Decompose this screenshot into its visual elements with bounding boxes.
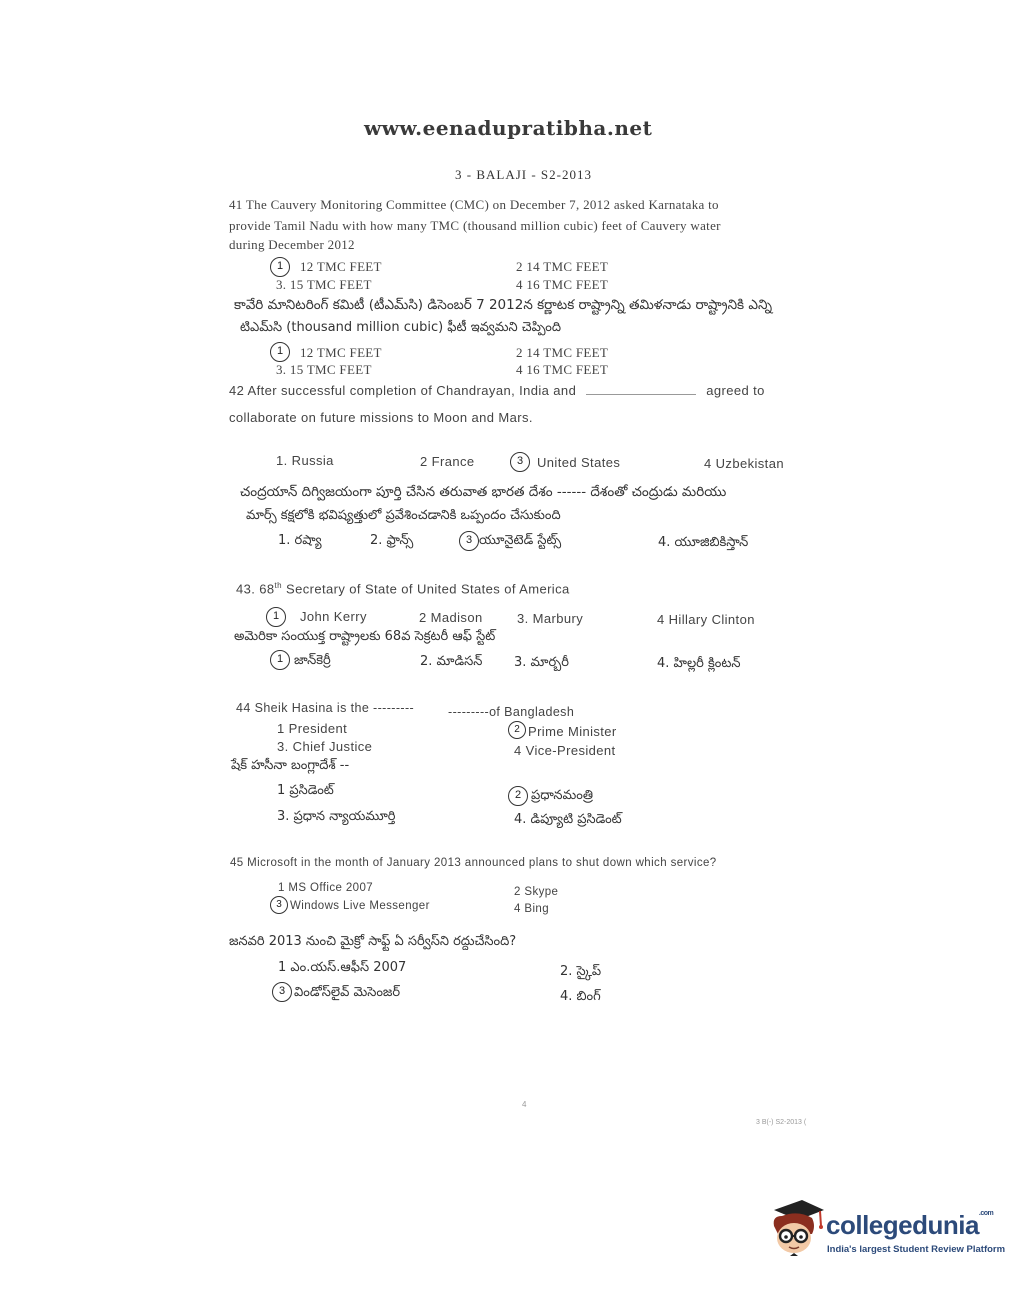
q41-telugu-option-3: 3. 15 TMC FEET <box>276 362 372 377</box>
q41-telugu-line-2: టిఎమ్‌సి (thousand million cubic) ఫీటీ ఇవ్వమని చెప్పింది <box>240 320 562 335</box>
q41-option-1: 12 TMC FEET <box>300 259 382 274</box>
logo-tagline: India's largest Student Review Platform <box>827 1244 1006 1255</box>
q43-answer-circle: 1 <box>266 607 286 627</box>
q41-telugu-option-1: 12 TMC FEET <box>300 345 382 360</box>
website-url: www.eenadupratibha.net <box>364 116 653 140</box>
q45-option-2: 2 Skype <box>514 886 559 898</box>
q44-text-part-b: ---------of Bangladesh <box>448 705 575 719</box>
q43-text-part-a: 43. 68 <box>236 581 275 597</box>
q41-text-line-3: during December 2012 <box>229 237 355 252</box>
q43-option-3: 3. Marbury <box>517 611 584 626</box>
q41-telugu-option-4: 4 16 TMC FEET <box>516 362 609 377</box>
q45-answer-circle: 3 <box>270 896 288 914</box>
q44-text-part-a: 44 Sheik Hasina is the --------- <box>236 701 415 715</box>
logo-suffix: .com <box>978 1210 994 1217</box>
q45-text-line-1: 45 Microsoft in the month of January 2013 announced plans to shut down which service? <box>230 857 717 869</box>
q41-text-line-2: provide Tamil Nadu with how many TMC (thousand million cubic) feet of Cauvery water <box>229 218 721 233</box>
q42-telugu-line-2: మార్స్ కక్షలోకి భవిష్యత్తులో ప్రవేశించడానికి ఒప్పందం చేసుకుంది <box>246 508 561 523</box>
q45-telugu-option-3: విండోస్‌లైవ్ మెసెంజర్ <box>294 985 401 1000</box>
q44-telugu-answer-circle: 2 <box>508 786 528 806</box>
footer-code: 3 B(-) S2-2013 ( <box>756 1119 807 1126</box>
q41-text-line-1: 41 The Cauvery Monitoring Committee (CMC) on December 7, 2012 asked Karnataka to <box>229 197 719 212</box>
q43-superscript: th <box>274 581 283 590</box>
q42-option-3: United States <box>537 455 621 470</box>
q44-telugu-option-1: 1 ప్రసిడెంట్ <box>277 783 334 798</box>
q44-option-1: 1 President <box>277 721 348 736</box>
mascot-icon <box>768 1196 826 1260</box>
q42-telugu-option-1: 1. రష్యా <box>278 533 322 548</box>
q44-telugu-option-3: 3. ప్రధాన న్యాయమూర్తి <box>277 809 396 824</box>
q44-answer-circle: 2 <box>508 721 526 739</box>
q44-option-4: 4 Vice-President <box>514 743 616 758</box>
q42-option-1: 1. Russia <box>276 453 334 468</box>
q42-telugu-option-3: యూనైటెడ్ స్టేట్స్ <box>479 533 562 548</box>
q45-telugu-option-1: 1 ఎం.యస్.ఆఫీస్ 2007 <box>278 960 407 975</box>
q44-telugu-option-4: 4. డిప్యూటి ప్రసిడెంట్ <box>514 812 622 827</box>
q44-option-2: Prime Minister <box>528 724 617 739</box>
q42-blank <box>586 382 696 395</box>
page-number: 4 <box>522 1100 527 1109</box>
q43-telugu-option-2: 2. మాడిసన్ <box>420 654 483 669</box>
q42-text-line-2: collaborate on future missions to Moon and Mars. <box>229 410 533 425</box>
q44-telugu-line-1: షేక్ హసీనా బంగ్లాదేశ్ -- <box>231 758 350 773</box>
q44-option-3: 3. Chief Justice <box>277 739 373 754</box>
q44-telugu-option-2: ప్రధానమంత్రి <box>531 788 593 803</box>
q41-telugu-answer-circle: 1 <box>270 342 290 362</box>
q45-telugu-answer-circle: 3 <box>272 982 292 1002</box>
q45-option-4: 4 Bing <box>514 903 550 915</box>
q43-option-1: John Kerry <box>300 609 367 624</box>
q42-text-part-a: 42 After successful completion of Chandrayan, India and <box>229 383 577 398</box>
q43-telugu-option-3: 3. మార్బరీ <box>514 655 570 670</box>
q45-option-3: Windows Live Messenger <box>290 900 430 912</box>
q43-option-4: 4 Hillary Clinton <box>657 612 755 627</box>
q43-telugu-answer-circle: 1 <box>270 650 290 670</box>
q42-option-2: 2 France <box>420 454 475 469</box>
logo-wordmark: collegedunia <box>826 1210 979 1240</box>
q41-option-4: 4 16 TMC FEET <box>516 277 609 292</box>
q43-text-line-1 <box>236 581 570 596</box>
q45-telugu-option-2: 2. స్కైప్ <box>560 964 602 979</box>
q42-telugu-answer-circle: 3 <box>459 531 479 551</box>
q43-telugu-option-4: 4. హిల్లరీ క్లింటన్ <box>657 656 741 671</box>
q42-text-part-b: agreed to <box>706 383 765 398</box>
q43-text-part-b: Secretary of State of United States of America <box>282 581 570 597</box>
q42-telugu-option-4: 4. యూజిబికిస్తాన్ <box>658 535 749 550</box>
q41-option-2: 2 14 TMC FEET <box>516 259 609 274</box>
q41-answer-circle: 1 <box>270 257 290 277</box>
paper-code: 3 - BALAJI - S2-2013 <box>455 167 592 182</box>
q41-telugu-option-2: 2 14 TMC FEET <box>516 345 609 360</box>
q43-telugu-option-1: జాన్‌కెర్రీ <box>294 653 331 668</box>
q42-telugu-option-2: 2. ఫ్రాన్స్ <box>370 533 414 548</box>
q42-option-4: 4 Uzbekistan <box>704 456 784 471</box>
q41-telugu-line-1: కావేరి మానిటరింగ్ కమిటీ (టీఎమ్‌సి) డిసెంబర్ 7 2012న కర్ణాటక రాష్ట్రాన్ని తమిళనాడు రాష్ట్రానికి ఎన్ని <box>234 297 773 313</box>
q45-telugu-line-1: జనవరి 2013 నుంచి మైక్రో సాఫ్ట్ ఏ సర్వీస్‌ని రద్దుచేసింది? <box>229 934 517 949</box>
q42-telugu-line-1: చంద్రయాన్ దిగ్విజయంగా పూర్తి చేసిన తరువాత భారత దేశం ------ దేశంతో చంద్రుడు మరియు <box>240 484 727 500</box>
q42-answer-circle: 3 <box>510 452 530 472</box>
q42-text-line-1 <box>229 382 765 398</box>
q41-option-3: 3. 15 TMC FEET <box>276 277 372 292</box>
q43-telugu-line-1: అమెరికా సంయుక్త రాష్ట్రాలకు 68వ సెక్రటరీ ఆఫ్ స్టేట్ <box>234 629 496 644</box>
q45-option-1: 1 MS Office 2007 <box>278 882 374 894</box>
q45-telugu-option-4: 4. బింగ్ <box>560 989 601 1004</box>
collegedunia-logo <box>768 1196 1006 1266</box>
q43-option-2: 2 Madison <box>419 610 483 625</box>
logo-name <box>826 1210 993 1241</box>
